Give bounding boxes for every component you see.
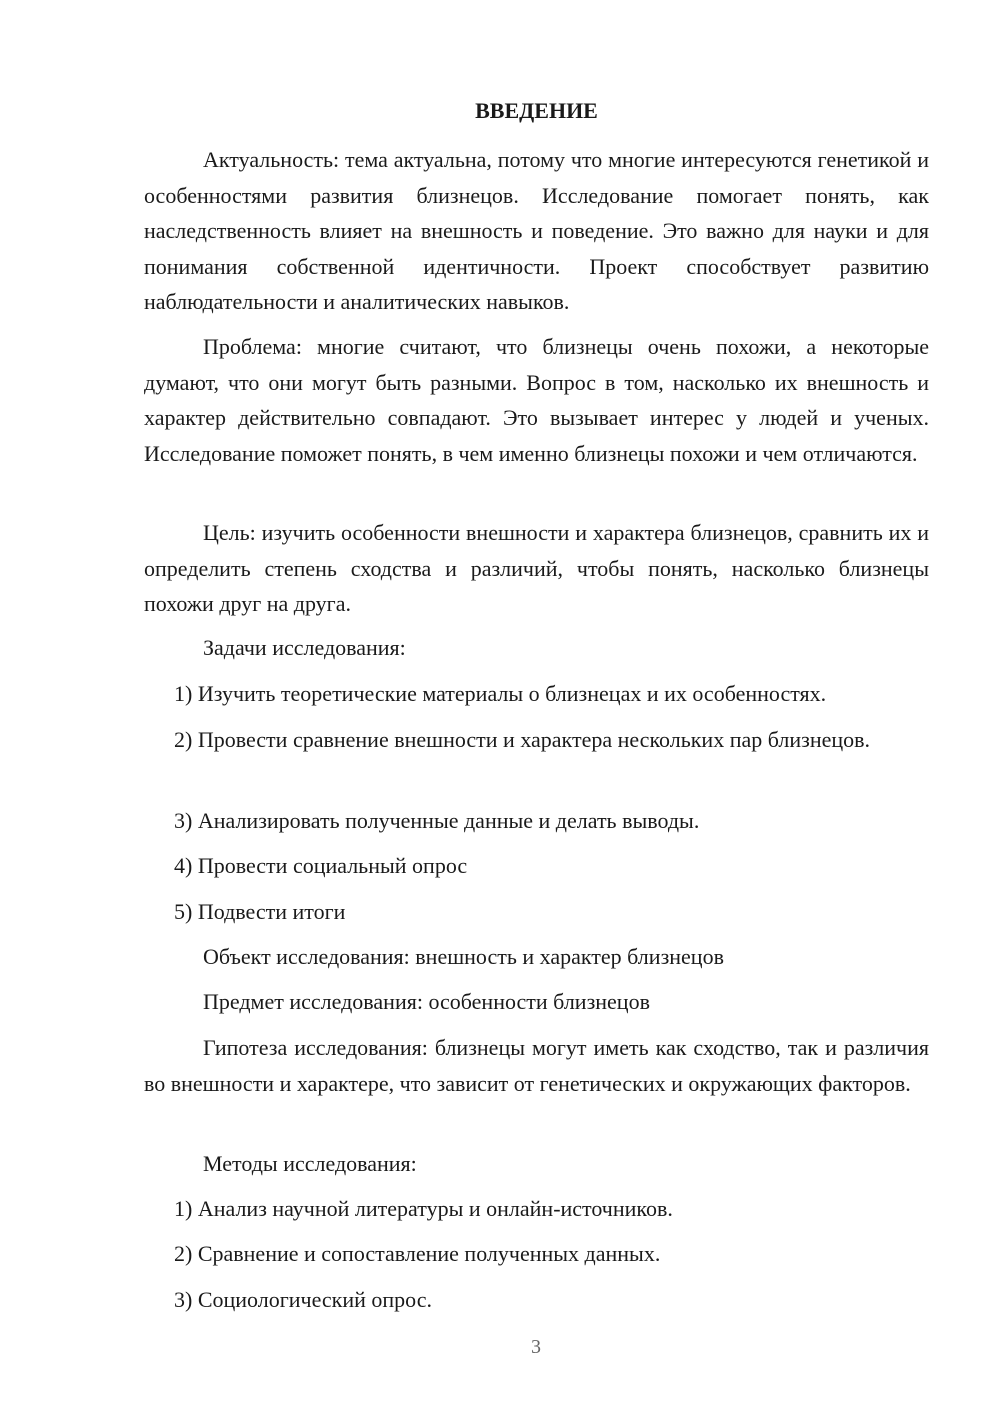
paragraph-hypothesis: Гипотеза исследования: близнецы могут иметь как сходство, так и различия во внешности и характере, что зависит от генетических и окружающих факторов. bbox=[144, 1035, 929, 1096]
methods-heading: Методы исследования: bbox=[203, 1151, 417, 1176]
method-item: 1) Анализ научной литературы и онлайн-источников. bbox=[174, 1196, 673, 1221]
page-number: 3 bbox=[531, 1336, 541, 1358]
task-item: 1) Изучить теоретические материалы о близнецах и их особенностях. bbox=[174, 681, 827, 706]
task-item: 3) Анализировать полученные данные и делать выводы. bbox=[174, 808, 700, 833]
paragraph-subject: Предмет исследования: особенности близнецов bbox=[203, 989, 650, 1014]
section-title: ВВЕДЕНИЕ bbox=[475, 98, 598, 123]
paragraph-relevance: Актуальность: тема актуальна, потому что многие интересуются генетикой и особенностями развития близнецов. Исследование помогает понять, как наследственность влияет на внешность и поведение. Это важно для науки и для понимания собственной идентичности. Проект способствует развитию наблюдательности и аналитических навыков. bbox=[144, 147, 929, 314]
paragraph-goal: Цель: изучить особенности внешности и характера близнецов, сравнить их и определить степень сходства и различий, чтобы понять, насколько близнецы похожи друг на друга. bbox=[144, 520, 929, 616]
method-item: 2) Сравнение и сопоставление полученных данных. bbox=[174, 1241, 661, 1266]
method-item: 3) Социологический опрос. bbox=[174, 1287, 432, 1312]
task-item: 2) Провести сравнение внешности и характера нескольких пар близнецов. bbox=[174, 727, 871, 752]
tasks-heading: Задачи исследования: bbox=[203, 635, 406, 660]
task-item: 5) Подвести итоги bbox=[174, 899, 346, 924]
paragraph-object: Объект исследования: внешность и характер близнецов bbox=[203, 944, 724, 969]
paragraph-problem: Проблема: многие считают, что близнецы очень похожи, а некоторые думают, что они могут быть разными. Вопрос в том, насколько их внешность и характер действительно совпадают. Это вызывает интерес у людей и ученых. Исследование поможет понять, в чем именно близнецы похожи и чем отличаются. bbox=[144, 334, 929, 466]
task-item: 4) Провести социальный опрос bbox=[174, 853, 468, 878]
